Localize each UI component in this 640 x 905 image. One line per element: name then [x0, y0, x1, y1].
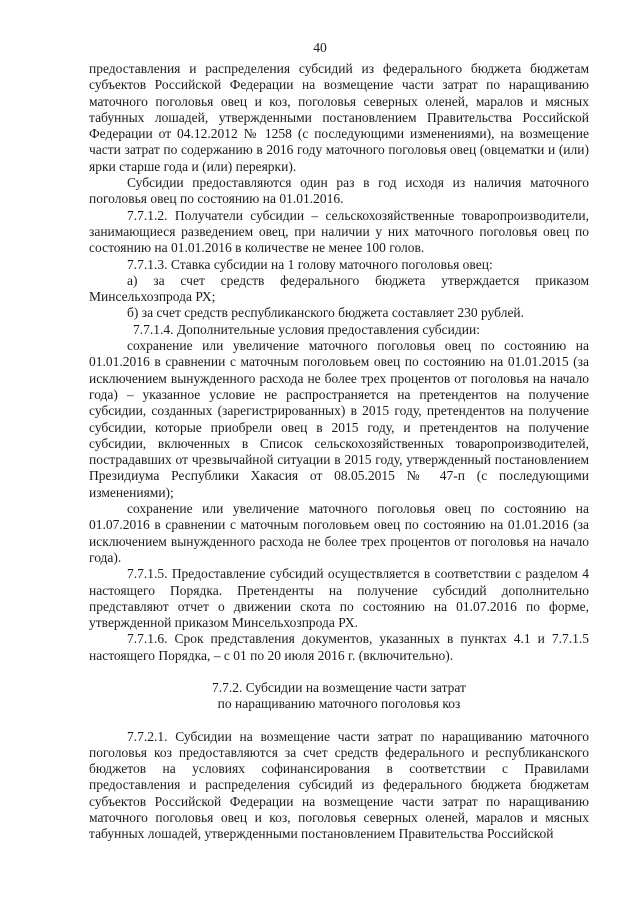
paragraph-condition-1: сохранение или увеличение маточного поголовья овец по состоянию на 01.01.2016 в сравнении с маточным поголовьем овец по состоянию на 01.01.2015 (за исключением вынужденного расхода не более трех процентов от поголовья на начало года) – указанное условие не распространяется на претендентов на получение субсидии, созданных (зарегистрированных) в 2015 году, претендентов на получение субсидии, которые приобрели овец в 2015 году, и претендентов на получение субсидии, включенных в Список сельскохозяйственных товаропроизводителей, пострадавших от чрезвычайной ситуации в 2015 году, утвержденный постановлением Президиума Республики Хакасия от 08.05.2015 № 47-п (с последующими изменениями);: [89, 338, 589, 500]
document-body: [89, 61, 589, 843]
paragraph-item-a: а) за счет средств федерального бюджета утверждается приказом Минсельхозпрода РХ;: [89, 272, 589, 305]
paragraph-subsidy-frequency: Субсидии предоставляются один раз в год исходя из наличия маточного поголовья овец по состоянию на 01.01.2016.: [89, 175, 589, 207]
paragraph-7-7-1-6: 7.7.1.6. Срок представления документов, указанных в пунктах 4.1 и 7.7.1.5 настоящего Порядка, – с 01 по 20 июля 2016 г. (включительно).: [89, 631, 589, 663]
paragraph-item-b: б) за счет средств республиканского бюджета составляет 230 рублей.: [127, 305, 525, 321]
section-title-line-2: по наращиванию маточного поголовья коз: [217, 696, 461, 712]
section-title-line-1: 7.7.2. Субсидии на возмещение части затрат: [212, 679, 466, 695]
paragraph-7-7-1-5: 7.7.1.5. Предоставление субсидий осуществляется в соответствии с разделом 4 настоящего Порядка. Претенденты на получение субсидий дополнительно представляют отчет о движении скота по состоянию на 01.07.2016 по форме, утвержденной приказом Минсельхозпрода РХ.: [89, 566, 589, 631]
paragraph-condition-2: сохранение или увеличение маточного поголовья овец по состоянию на 01.07.2016 в сравнении с маточным поголовьем овец по состоянию на 01.01.2016 (за исключением вынужденного расхода не более трех процентов от поголовья на начало года).: [89, 501, 589, 565]
paragraph-7-7-1-3: 7.7.1.3. Ставка субсидии на 1 голову маточного поголовья овец:: [127, 256, 493, 272]
paragraph-7-7-2-1: 7.7.2.1. Субсидии на возмещение части затрат по наращиванию маточного поголовья коз предоставляются за счет средств федерального и республиканского бюджетов на условиях софинансирования в соответствии с Правилами предоставления и распределения субсидий из федерального бюджета бюджетам субъектов Российской Федерации на возмещение части затрат по наращиванию маточного поголовья овец и коз, поголовья северных оленей, маралов и мясных табунных лошадей, утвержденными постановлением Правительства Российской: [89, 728, 589, 842]
page-number: 40: [313, 40, 327, 55]
paragraph-7-7-1-2: 7.7.1.2. Получатели субсидии – сельскохозяйственные товаропроизводители, занимающиеся разведением овец, при наличии у них маточного поголовья овец по состоянию на 01.01.2016 в количестве не менее 100 голов.: [89, 207, 589, 256]
section-title: [89, 680, 589, 713]
paragraph-7-7-1-4: 7.7.1.4. Дополнительные условия предоставления субсидии:: [133, 321, 480, 337]
paragraph-continuation: предоставления и распределения субсидий из федерального бюджета бюджетам субъектов Российской Федерации на возмещение части затрат по наращиванию маточного поголовья овец и коз, поголовья северных оленей, маралов и мясных табунных лошадей, утвержденными постановлением Правительства Российской Федерации от 04.12.2012 № 1258 (с последующими изменениями), на возмещение части затрат по содержанию в 2016 году маточного поголовья овец (овцематки и (или) ярки старше года и (или) переярки).: [89, 61, 589, 174]
